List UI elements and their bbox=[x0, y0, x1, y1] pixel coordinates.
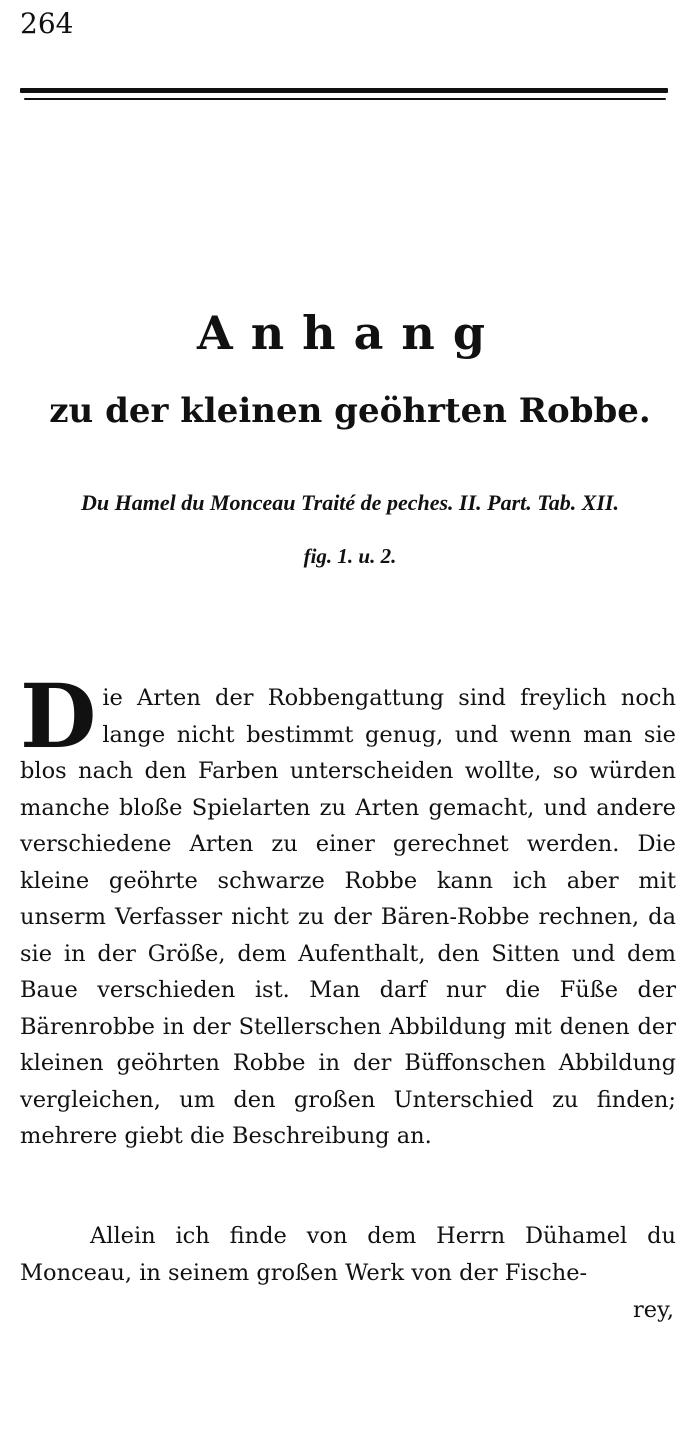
header-rule bbox=[20, 88, 668, 93]
figure-reference: fig. 1. u. 2. bbox=[303, 544, 397, 568]
appendix-title: Anhang bbox=[197, 306, 503, 360]
appendix-subtitle: zu der kleinen geöhrten Robbe. bbox=[49, 391, 651, 431]
paragraph-1-text: ie Arten der Robbengattung sind freylich noch lange nicht bestimmt genug, und wenn man sie blos nach den Farben unterscheiden wollte, so würden manche bloße Spielarten zu Arten gemacht, und andere verschiedene Arten zu einer gerechnet werden. Die kleine geöhrte schwarze Robbe kann ich aber mit unserm Verfasser nicht zu der Bären-Robbe rechnen, da sie in der Größe, dem Aufenthalt, den Sitten und dem Baue verschieden ist. Man darf nur die Füße der Bärenrobbe in der Stellerschen Abbildung mit denen der kleinen geöhrten Robbe in der Büffonschen Abbildung vergleichen, um den großen Unterschied zu finden; mehrere giebt die Beschreibung an. bbox=[20, 685, 676, 1149]
source-reference: Du Hamel du Monceau Traité de peches. II. Part. Tab. XII. bbox=[80, 490, 619, 515]
drop-cap-initial: D bbox=[20, 664, 97, 768]
catchword: rey, bbox=[633, 1297, 674, 1323]
body-paragraph-2: Allein ich finde von dem Herrn Dühamel du Monceau, in seinem großen Werk von der Fische- bbox=[20, 1223, 676, 1286]
header-rule-thin bbox=[24, 98, 666, 100]
body-paragraph-1 bbox=[20, 664, 676, 1155]
page-number: 264 bbox=[20, 7, 74, 40]
